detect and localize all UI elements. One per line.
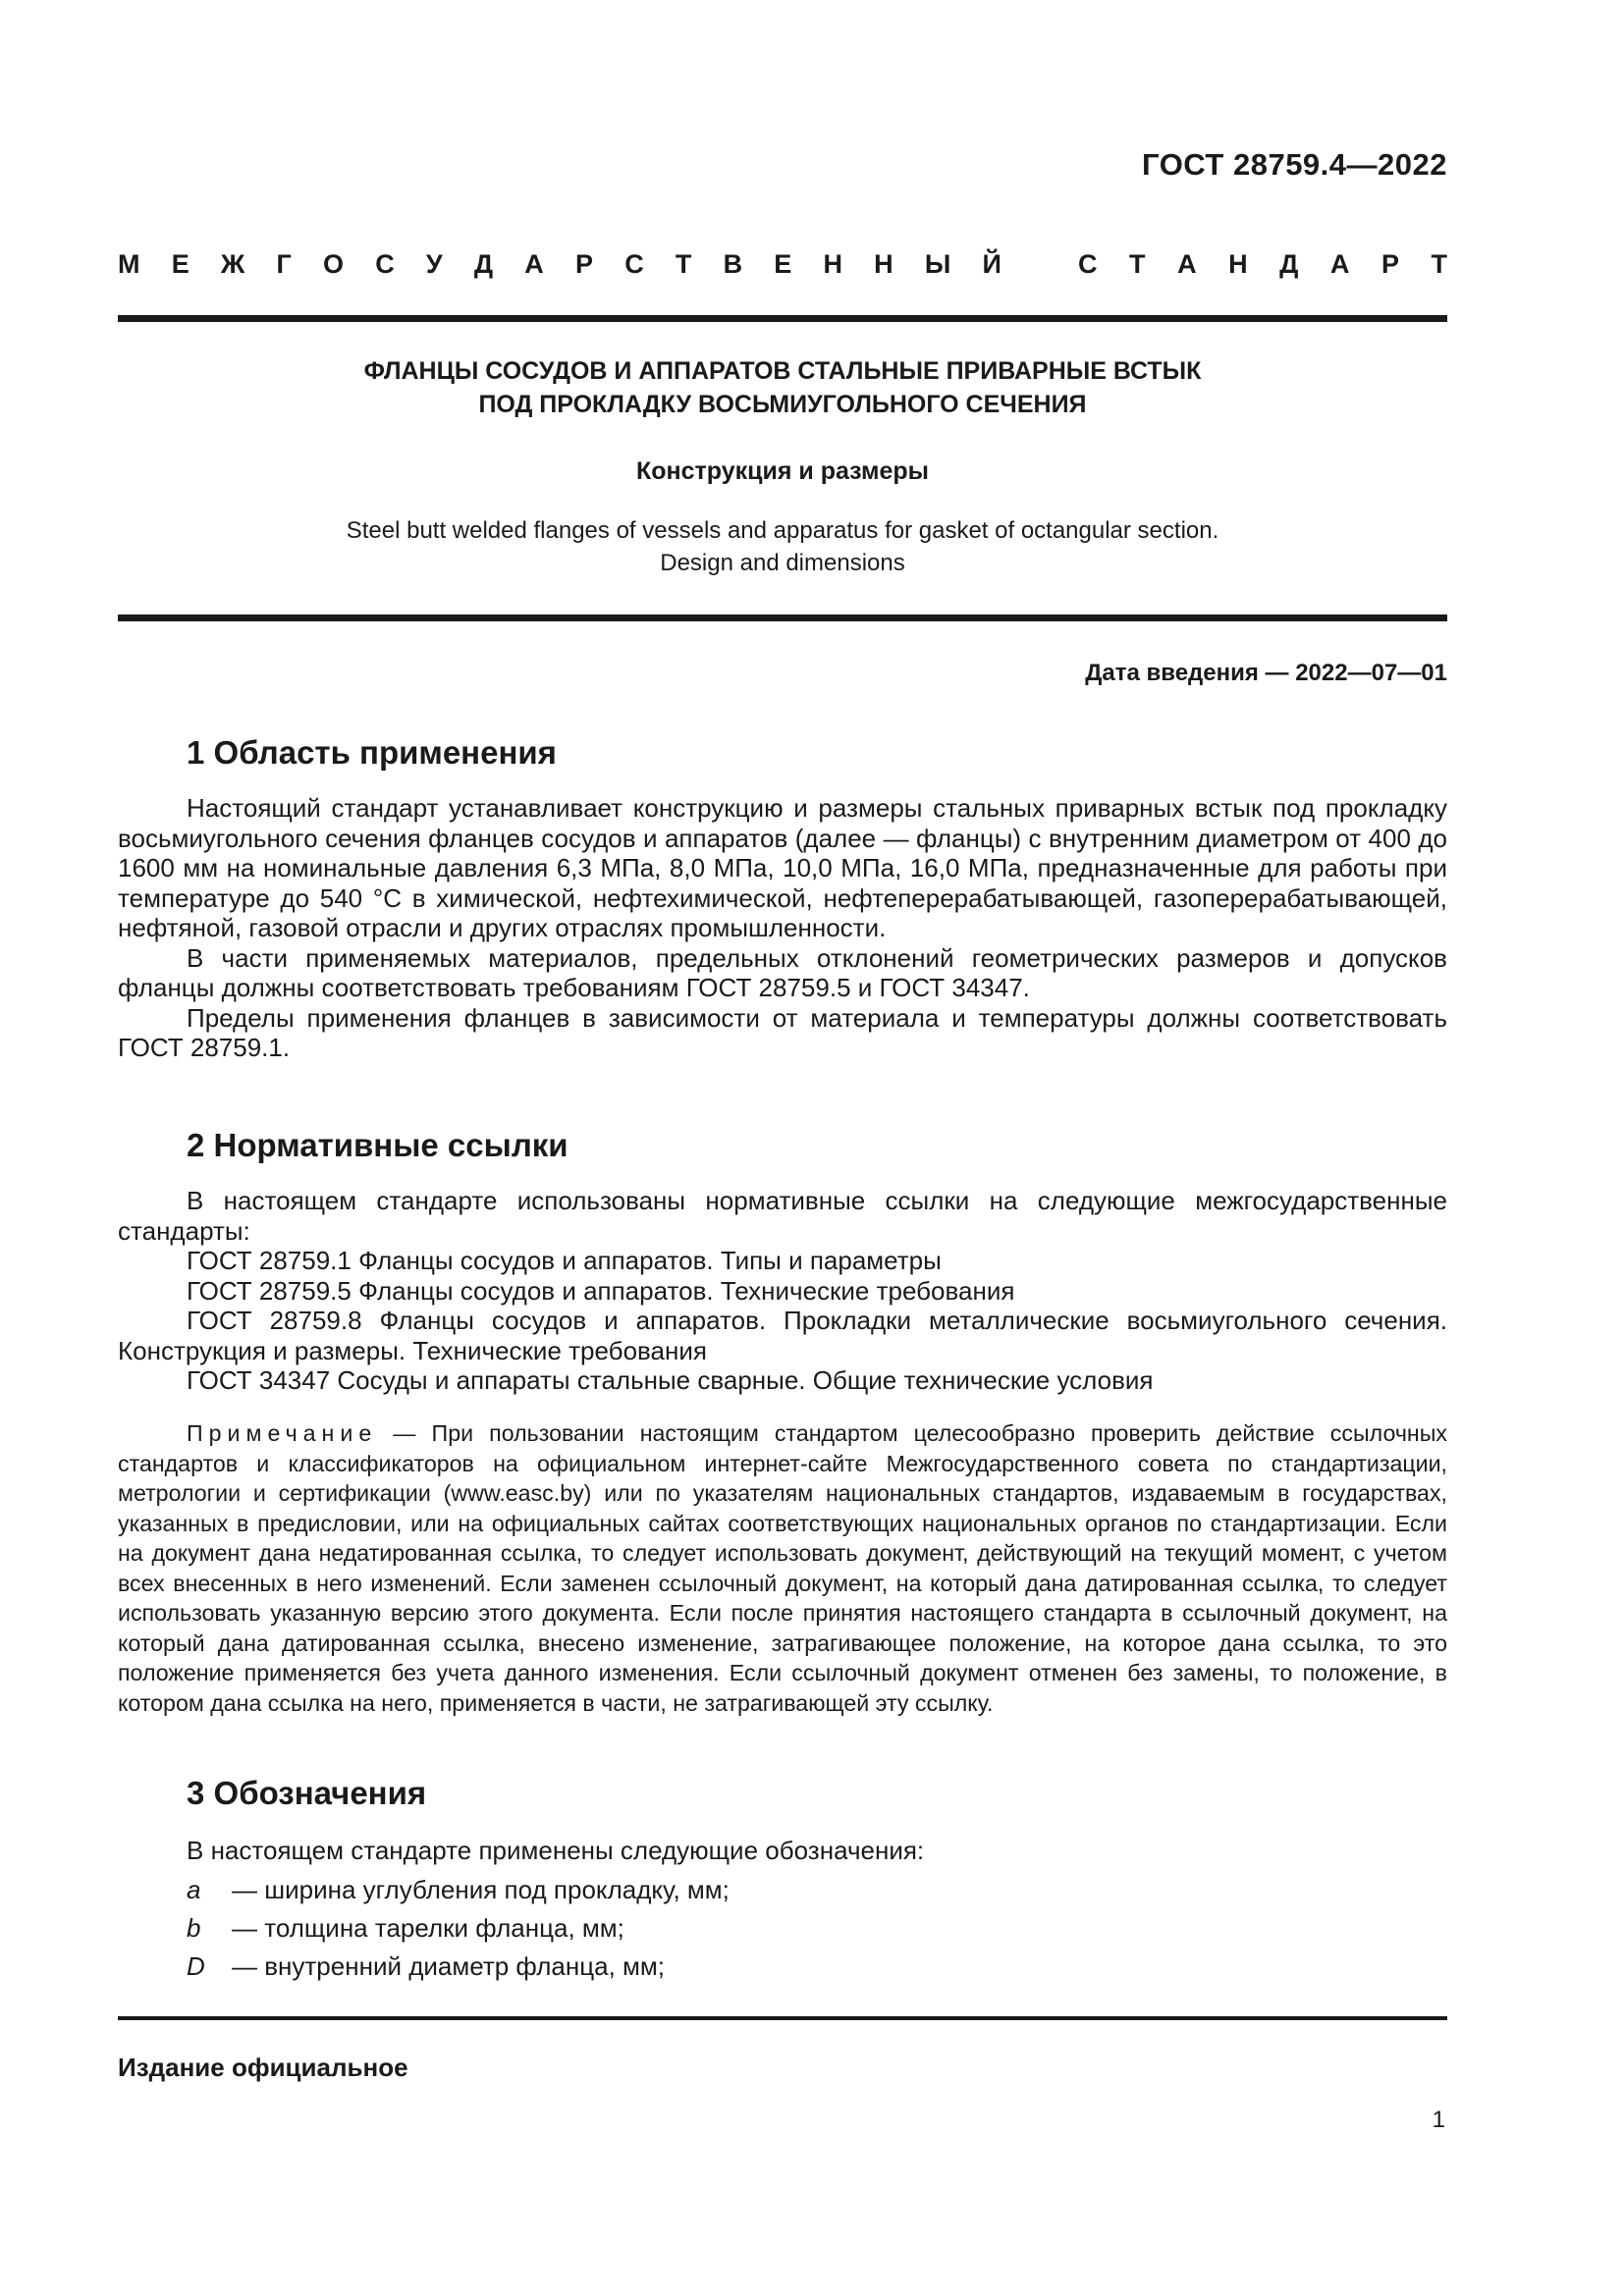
footer-rule: [118, 2016, 1447, 2020]
symbol-item: [187, 1948, 730, 1986]
heading-letter: Н: [1228, 249, 1248, 279]
heading-letter: В: [723, 249, 743, 279]
symbol-name: D: [187, 1951, 205, 1981]
heading-letter: Й: [982, 249, 1001, 279]
section-2-body: [118, 1186, 1447, 1396]
heading-letter: Ы: [924, 249, 951, 279]
title-rule: [118, 614, 1447, 621]
official-edition-label: Издание официальное: [118, 2053, 408, 2082]
section-3-intro-text: В настоящем стандарте применены следующие обозначения:: [187, 1836, 925, 1865]
heading-letter: А: [1177, 249, 1197, 279]
gost-number: ГОСТ 28759.4—2022: [1142, 147, 1447, 182]
heading-letter: Т: [1129, 249, 1146, 279]
heading-letter: Е: [774, 249, 792, 279]
note-text: — При пользовании настоящим стандартом целесообразно проверить действие ссылочных стандартов и классификаторов на официальном интернет-сайте Межгосударственного совета по стандартизации, метрологии и сертификации (www.easc.by) или по указателям национальных стандартов, издаваемым в государствах, указанных в предисловии, или на официальных сайтах соответствующих национальных органов по стандартизации. Если на документ дана недатированная ссылка, то следует использовать документ, действующий на текущий момент, с учетом всех внесенных в него изменений. Если заменен ссылочный документ, на который дана датированная ссылка, то следует использовать указанную версию этого документа. Если после принятия настоящего стандарта в ссылочный документ, на который дана датированная ссылка, внесено изменение, затрагивающее положение, на которое дана ссылка, то это положение применяется без учета данного изменения. Если ссылочный документ отменен без замены, то положение, в котором дана ссылка на него, применяется в части, не затрагивающей эту ссылку.: [118, 1420, 1447, 1716]
symbol-description: — внутренний диаметр фланца, мм;: [232, 1951, 666, 1981]
header-rule: [118, 315, 1447, 322]
heading-letter: С: [375, 249, 395, 279]
heading-letter: Г: [276, 249, 292, 279]
heading-letter: Н: [874, 249, 893, 279]
symbol-item: [187, 1909, 730, 1948]
note-label: Примечание: [187, 1420, 378, 1446]
page-number: 1: [1432, 2107, 1445, 2133]
standard-type-word2: [1078, 251, 1447, 278]
section-2-note: [118, 1418, 1447, 1718]
heading-letter: Е: [171, 249, 189, 279]
english-title-line-2: Design and dimensions: [660, 550, 905, 576]
section-1-heading: 1 Область применения: [187, 734, 557, 771]
reference-item: ГОСТ 34347 Сосуды и аппараты стальные сварные. Общие технические условия: [187, 1365, 1154, 1395]
heading-letter: М: [118, 249, 140, 279]
heading-letter: У: [425, 249, 443, 279]
english-title-line-1: Steel butt welded flanges of vessels and apparatus for gasket of octangular section.: [346, 517, 1219, 544]
symbol-description: — ширина углубления под прокладку, мм;: [232, 1875, 730, 1904]
heading-letter: А: [524, 249, 544, 279]
reference-item: ГОСТ 28759.8 Фланцы сосудов и аппаратов. Прокладки металлические восьмиугольного сечения. Конструкция и размеры. Технические требования: [118, 1306, 1447, 1365]
section-2-intro: В настоящем стандарте использованы нормативные ссылки на следующие межгосударственные стандарты:: [118, 1186, 1447, 1246]
document-subtitle: Конструкция и размеры: [635, 457, 930, 485]
section-1-paragraph-1: Настоящий стандарт устанавливает конструкцию и размеры стальных приварных встык под прокладку восьмиугольного сечения фланцев сосудов и аппаратов (далее — фланцы) с внутренним диаметром от 400 до 1600 мм на номинальные давления 6,3 МПа, 8,0 МПа, 10,0 МПа, 16,0 МПа, предназначенные для работы при температуре до 540 °С в химической, нефтехимической, нефтеперерабатывающей, газоперерабатывающей, нефтяной, газовой отрасли и других отраслях промышленности.: [118, 793, 1447, 942]
section-1-paragraph-2: В части применяемых материалов, предельных отклонений геометрических размеров и допусков фланцы должны соответствовать требованиям ГОСТ 28759.5 и ГОСТ 34347.: [118, 942, 1447, 1002]
symbol-name: a: [187, 1875, 201, 1904]
reference-item: ГОСТ 28759.1 Фланцы сосудов и аппаратов. Типы и параметры: [187, 1246, 942, 1275]
heading-letter: Т: [1431, 249, 1447, 279]
introduction-date: Дата введения — 2022—07—01: [1085, 660, 1447, 686]
section-2-heading: 2 Нормативные ссылки: [187, 1127, 568, 1163]
section-3-intro: [118, 1836, 1447, 1866]
heading-letter: Ж: [220, 249, 245, 279]
symbol-name: b: [187, 1913, 201, 1943]
heading-letter: С: [624, 249, 644, 279]
heading-letter: О: [322, 249, 344, 279]
heading-letter: Р: [1380, 249, 1399, 279]
heading-letter: Т: [675, 249, 692, 279]
document-title: [118, 354, 1447, 421]
standard-type-heading: [118, 251, 1447, 278]
section-1-body: [118, 793, 1447, 1063]
symbol-list: [187, 1871, 730, 1986]
heading-letter: С: [1078, 249, 1098, 279]
section-1-paragraph-3: Пределы применения фланцев в зависимости от материала и температуры должны соответствовать ГОСТ 28759.1.: [118, 1002, 1447, 1062]
heading-letter: Д: [1279, 249, 1299, 279]
symbol-item: [187, 1871, 730, 1909]
symbol-description: — толщина тарелки фланца, мм;: [232, 1913, 624, 1943]
title-line-2: ПОД ПРОКЛАДКУ ВОСЬМИУГОЛЬНОГО СЕЧЕНИЯ: [478, 391, 1087, 418]
reference-item: ГОСТ 28759.5 Фланцы сосудов и аппаратов. Технические требования: [187, 1275, 1015, 1306]
heading-letter: Д: [473, 249, 494, 279]
heading-letter: Р: [574, 249, 593, 279]
english-title: [118, 514, 1447, 579]
title-line-1: ФЛАНЦЫ СОСУДОВ И АППАРАТОВ СТАЛЬНЫЕ ПРИВАРНЫЕ ВСТЫК: [363, 357, 1202, 385]
section-3-heading: 3 Обозначения: [187, 1775, 427, 1811]
heading-letter: А: [1329, 249, 1350, 279]
heading-letter: Н: [823, 249, 842, 279]
standard-type-word1: [118, 251, 1001, 278]
